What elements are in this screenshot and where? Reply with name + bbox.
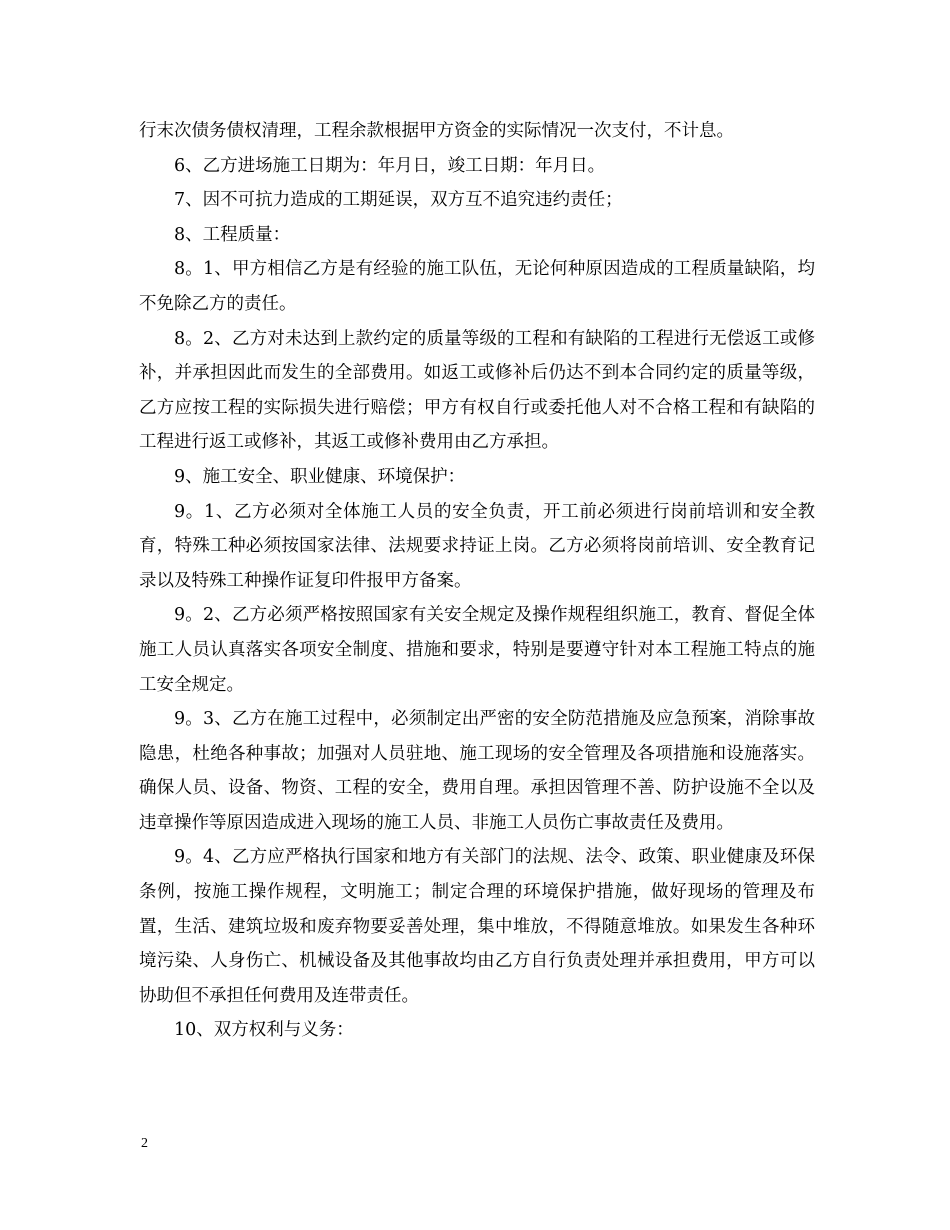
paragraph: 8、工程质量： <box>174 224 291 245</box>
paragraph: 9。3、乙方在施工过程中，必须制定出严密的安全防范措施及应急预案，消除事故隐患，杜绝各种事故；加强对人员驻地、施工现场的安全管理及各项措施和设施落实。确保人员、设备、物资、工程的安全，费用自理。承担因管理不善、防护设施不全以及违章操作等原因造成进入现场的施工人员、非施工人员伤亡事故责任及费用。 <box>139 709 815 833</box>
paragraph: 9。2、乙方必须严格按照国家有关安全规定及操作规程组织施工，教育、督促全体施工人员认真落实各项安全制度、措施和要求，特别是要遵守针对本工程施工特点的施工安全规定。 <box>139 605 815 695</box>
paragraph: 8。2、乙方对未达到上款约定的质量等级的工程和有缺陷的工程进行无偿返工或修补，并承担因此而发生的全部费用。如返工或修补后仍达不到本合同约定的质量等级，乙方应按工程的实际损失进行赔偿；甲方有权自行或委托他人对不合格工程和有缺陷的工程进行返工或修补，其返工或修补费用由乙方承担。 <box>139 328 815 453</box>
paragraph: 9。4、乙方应严格执行国家和地方有关部门的法规、法令、政策、职业健康及环保条例，按施工操作规程，文明施工；制定合理的环境保护措施，做好现场的管理及布置，生活、建筑垃圾和废弃物要妥善处理，集中堆放，不得随意堆放。如果发生各种环境污染、人身伤亡、机械设备及其他事故均由乙方自行负责处理并承担费用，甲方可以协助但不承担任何费用及连带责任。 <box>139 847 815 1006</box>
paragraph: 9。1、乙方必须对全体施工人员的安全负责，开工前必须进行岗前培训和安全教育，特殊工种必须按国家法律、法规要求持证上岗。乙方必须将岗前培训、安全教育记录以及特殊工种操作证复印件报甲方备案。 <box>139 501 815 591</box>
page-number: 2 <box>141 1136 148 1151</box>
document-body <box>139 114 815 1048</box>
paragraph: 8。1、甲方相信乙方是有经验的施工队伍，无论何种原因造成的工程质量缺陷，均不免除乙方的责任。 <box>139 259 815 314</box>
paragraph: 行末次债务债权清理，工程余款根据甲方资金的实际情况一次支付，不计息。 <box>139 121 734 141</box>
paragraph: 7、因不可抗力造成的工期延误，双方互不追究违约责任； <box>174 190 623 211</box>
paragraph: 9、施工安全、职业健康、环境保护： <box>174 466 466 487</box>
paragraph: 6、乙方进场施工日期为：年月日，竣工日期：年月日。 <box>174 155 606 176</box>
paragraph: 10、双方权利与义务： <box>174 1020 354 1041</box>
